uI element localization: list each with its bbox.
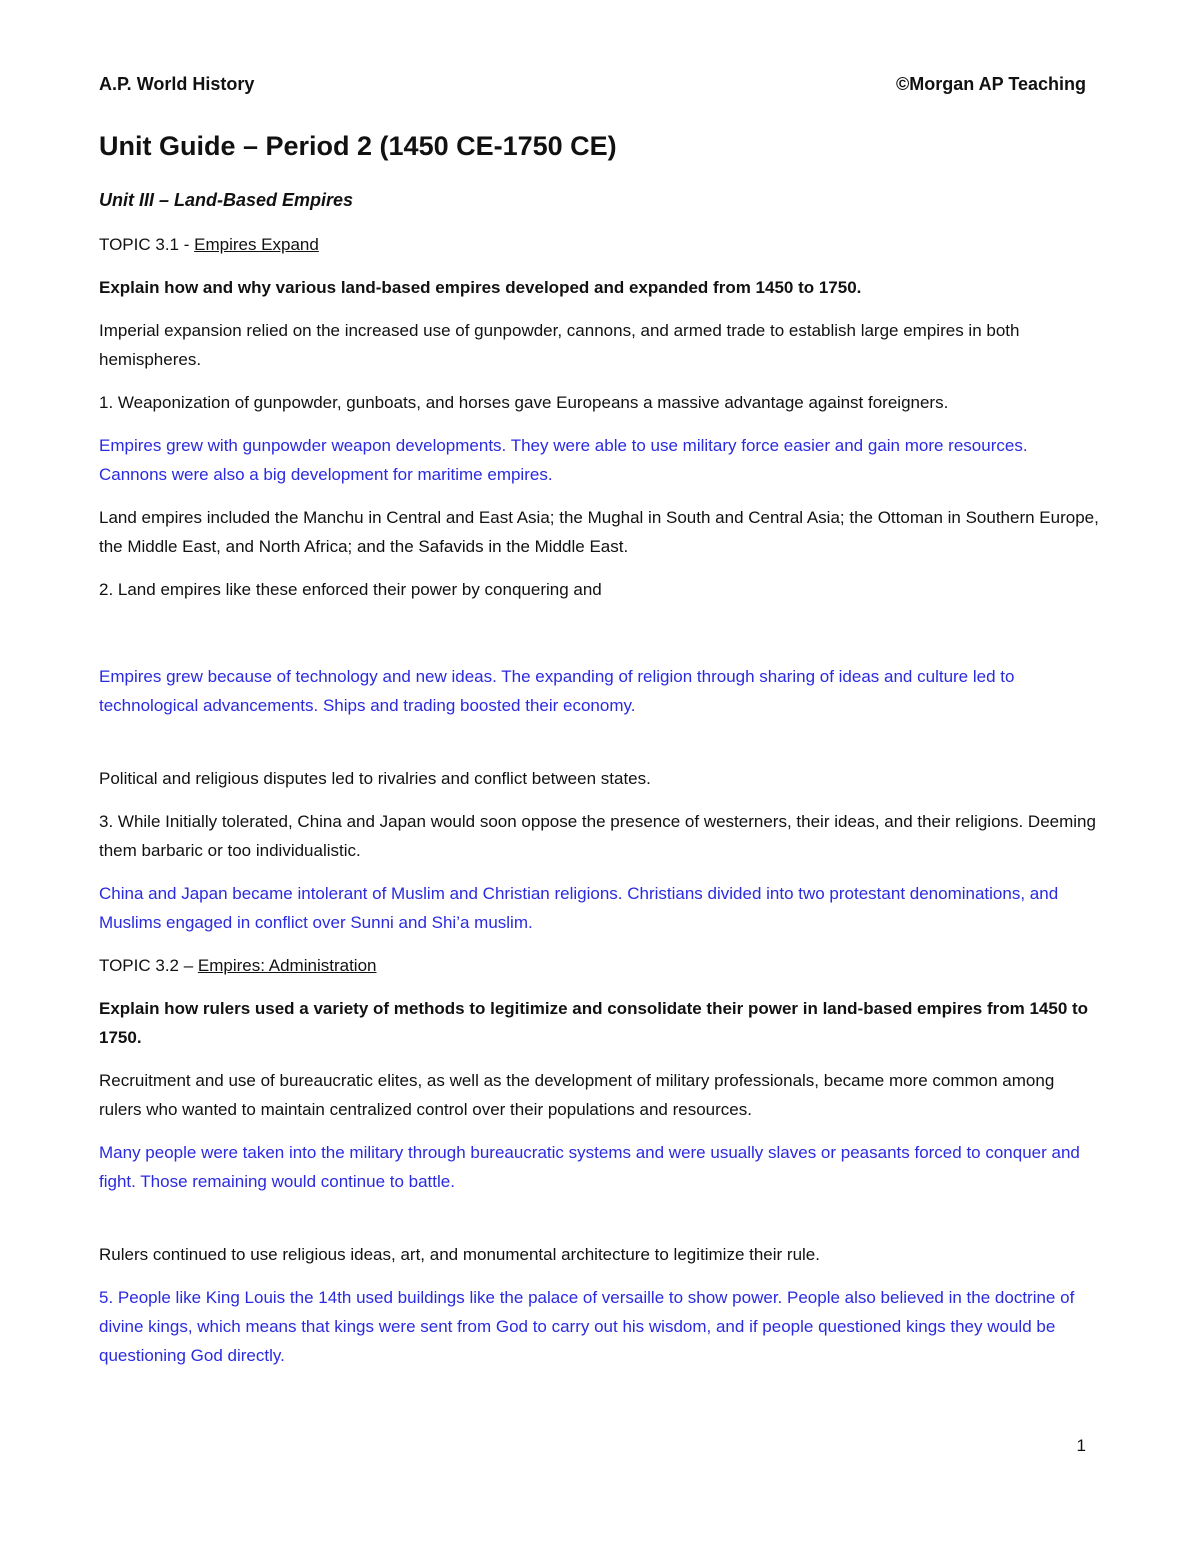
page-title: Unit Guide – Period 2 (1450 CE-1750 CE) [99, 131, 617, 161]
topic-3-2-paragraph-2: Rulers continued to use religious ideas, art, and monumental architecture to legitimize their rule. [99, 1245, 820, 1264]
topic-3-2-heading [99, 951, 1099, 980]
unit-subtitle: Unit III – Land-Based Empires [99, 190, 354, 210]
header-copyright: ©Morgan AP Teaching [896, 74, 1086, 94]
header-course: A.P. World History [99, 74, 255, 94]
topic-3-1-paragraph-2: Land empires included the Manchu in Central and East Asia; the Mughal in South and Central Asia; the Ottoman in Southern Europe, the Middle East, and North Africa; and the Safavids in the Middle East. [99, 508, 1099, 556]
page-number: 1 [1076, 1436, 1086, 1455]
topic-3-1-heading [99, 230, 1099, 259]
topic-3-1-name: Empires Expand [194, 235, 319, 254]
topic-3-2-paragraph-1: Recruitment and use of bureaucratic elites, as well as the development of military professionals, became more common among rulers who wanted to maintain centralized control over their populations and resources. [99, 1071, 1055, 1119]
spacer [99, 618, 1099, 662]
topic-3-1-prefix: TOPIC 3.1 - [99, 235, 195, 254]
topic-3-2-name: Empires: Administration [197, 956, 377, 975]
topic-3-2-objective: Explain how rulers used a variety of methods to legitimize and consolidate their power in land-based empires from 1450 to 1750. [99, 999, 1089, 1047]
answer-5: 5. People like King Louis the 14th used buildings like the palace of versaille to show power. People also believed in the doctrine of divine kings, which means that kings were sent from God to carry out his wisdom, and if people questioned kings they would be questioning God directly. [99, 1288, 1075, 1365]
topic-3-2-prefix: TOPIC 3.2 – [99, 956, 198, 975]
spacer [99, 1210, 1099, 1240]
answer-2: Empires grew because of technology and new ideas. The expanding of religion through sharing of ideas and culture led to technological advancements. Ships and trading boosted their economy. [99, 667, 1015, 715]
topic-3-1-paragraph-1: Imperial expansion relied on the increased use of gunpowder, cannons, and armed trade to establish large empires in both hemispheres. [99, 321, 1020, 369]
topic-3-1-objective: Explain how and why various land-based empires developed and expanded from 1450 to 1750. [99, 278, 862, 297]
topic-3-1-paragraph-3: Political and religious disputes led to rivalries and conflict between states. [99, 769, 651, 788]
answer-3: China and Japan became intolerant of Muslim and Christian religions. Christians divided into two protestant denominations, and Muslims engaged in conflict over Sunni and Shi’a muslim. [99, 884, 1059, 932]
question-3: 3. While Initially tolerated, China and Japan would soon oppose the presence of westerners, their ideas, and their religions. Deeming them barbaric or too individualistic. [99, 812, 1096, 860]
answer-4: Many people were taken into the military through bureaucratic systems and were usually slaves or peasants forced to conquer and fight. Those remaining would continue to battle. [99, 1143, 1080, 1191]
answer-1: Empires grew with gunpowder weapon developments. They were able to use military force easier and gain more resources. Cannons were also a big development for maritime empires. [99, 436, 1028, 484]
document-body [99, 128, 1099, 1384]
question-1: 1. Weaponization of gunpowder, gunboats, and horses gave Europeans a massive advantage against foreigners. [99, 393, 949, 412]
question-2: 2. Land empires like these enforced their power by conquering and [99, 580, 602, 599]
spacer [99, 734, 1099, 764]
